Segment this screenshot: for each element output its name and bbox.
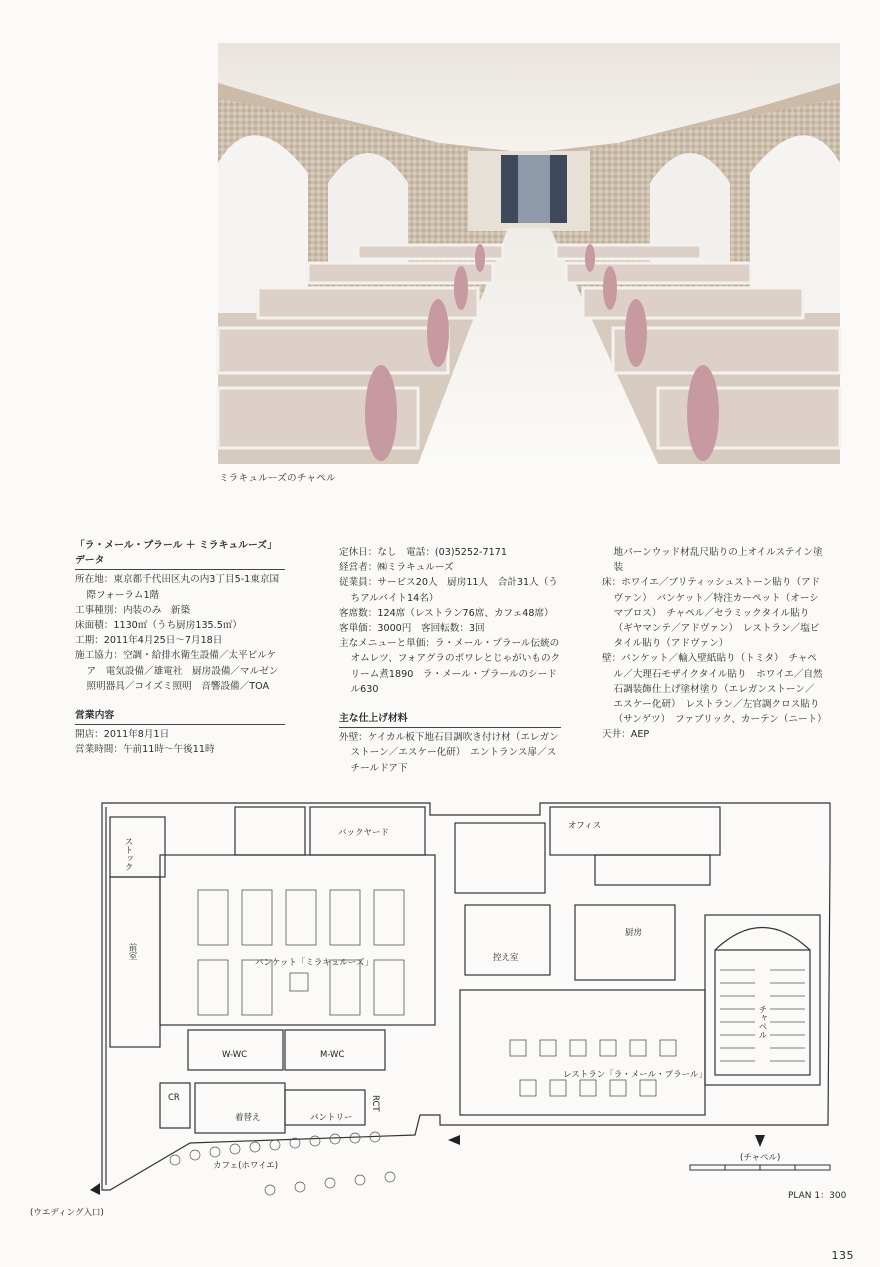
floor-plan [30,795,850,1225]
business-line: 営業時間：午前11時〜午後11時 [75,744,215,756]
label-stock: ストック [123,837,133,871]
data-line: 壁：バンケット／輸入壁紙貼り（トミタ） チャペル／大理石モザイクタイル貼り ホワイエ／自然石調装飾仕上げ塗材塗り（エレガンストーン／エスケー化研） レストラン／左官調クロス貼り（サンゲツ） ファブリック、カーテン（ニート） [602,653,827,726]
right-column [602,545,827,743]
data-line: 客単価：3000円 客回転数：3回 [339,623,485,635]
label-banquet: バンケット「ミラキュルーズ」 [255,958,373,968]
data-line: 従業員：サービス20人 厨房11人 合計31人（うちアルバイト14名） [339,577,558,604]
data-line: 所在地：東京都千代田区丸の内3丁目5-1東京国際フォーラム1階 [75,574,280,601]
label-restaurant: レストラン「ラ・メール・プラール」 [563,1070,707,1080]
data-line: 地パーンウッド材乱尺貼りの上オイルステイン塗装 [613,547,823,574]
data-line: 工期：2011年4月25日〜7月18日 [75,635,223,647]
data-line: 経営者：㈱ミラキュルーズ [339,562,454,574]
label-mwc: M-WC [320,1050,345,1060]
label-waiting: 控え室 [493,953,519,963]
data-line: 客席数：124席（レストラン76席、カフェ48席） [339,607,554,619]
label-dressing: 着替え [235,1113,261,1123]
business-title: 営業内容 [75,708,285,725]
data-line: 床面積：1130㎡（うち厨房135.5㎡） [75,620,243,632]
label-office: オフィス [568,821,602,831]
data-line: 工事種別：内装のみ 新築 [75,604,191,616]
label-chapel: チャペル [757,1005,767,1039]
label-wwc: W-WC [222,1050,248,1060]
label-anteroom: 前室 [127,943,137,960]
data-line: 施工協力：空調・給排水衛生設備／太平ビルケア 電気設備／雄電社 厨房設備／マルゼン 照明器具／コイズミ照明 音響設備／TOA [75,650,288,692]
label-kitchen: 厨房 [625,928,643,938]
photo-caption: ミラキュルーズのチャペル [219,473,336,484]
data-line: 天井：AEP [602,729,650,741]
label-chapel-entrance: (チャペル) [740,1153,781,1163]
chapel-photo [218,43,840,464]
data-column [75,538,288,758]
floor-plan-drawing [30,795,850,1225]
chapel-photo-graphic [218,43,840,464]
label-cafe: カフェ(ホワイエ) [213,1161,279,1171]
label-pantry: パントリー [310,1113,353,1123]
plan-scale: PLAN 1：300 [788,1191,847,1201]
materials-line: 外壁：ケイカル板下地石目調吹き付け材（エレガンストーン／エスケー化研） エントランス扉／スチールドア下 [339,732,559,774]
data-line: 主なメニューと単価：ラ・メール・プラール伝統のオムレツ、フォアグラのポワレとじゃがいものクリーム煮1890 ラ・メール・プラールのシードル630 [339,638,561,695]
label-cr: CR [168,1093,180,1103]
data-title: 「ラ・メール・プラール ＋ ミラキュルーズ」データ [75,538,285,570]
label-rct: RCT [370,1095,380,1112]
data-line: 床：ホワイエ／ブリティッシュストーン貼り（アドヴァン） バンケット／特注カーペット（オーシマブロス） チャペル／セラミックタイル貼り（ギヤマンテ／アドヴァン） レストラン／塩ビタイル貼り（アドヴァン） [602,577,821,650]
middle-column [339,545,561,776]
materials-title: 主な仕上げ材料 [339,711,561,728]
label-backyard: バックヤード [338,828,390,838]
page-number: 135 [831,1249,854,1262]
business-line: 開店：2011年8月1日 [75,729,170,741]
label-wedding-entrance: (ウエディング入口) [30,1208,104,1218]
data-line: 定休日：なし 電話：(03)5252-7171 [339,547,507,558]
